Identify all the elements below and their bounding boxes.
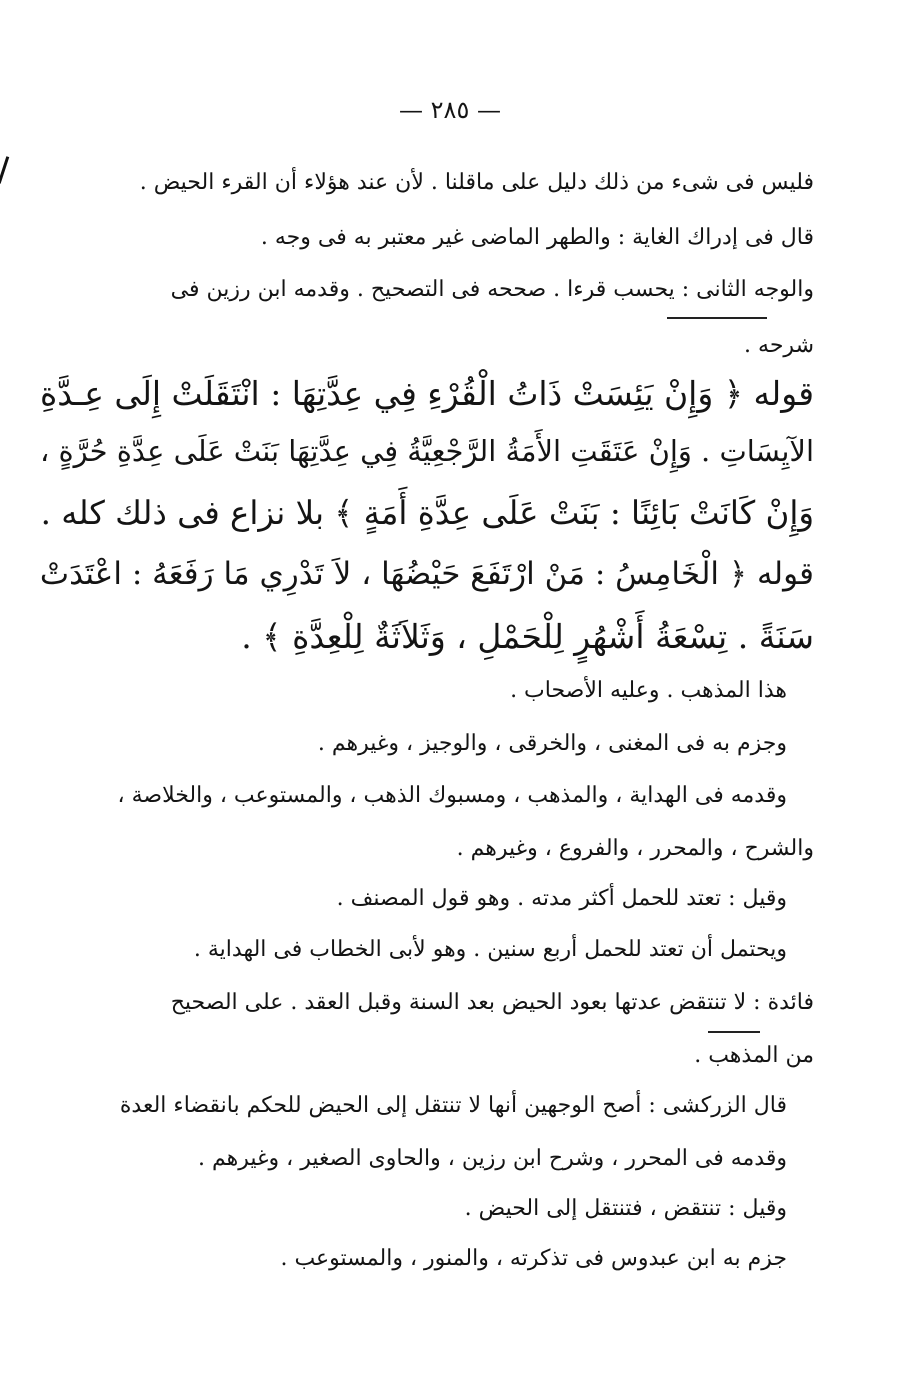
text-line: فائدة : لا تنتقض عدتها بعود الحيض بعد السنة وقبل العقد . على الصحيح: [170, 990, 814, 1015]
quoted-text-line: الآيِسَاتِ . وَإِنْ عَتَقَتِ الأَمَةُ الرَّجْعِيَّةُ فِي عِدَّتِهَا بَنَتْ عَلَى عِدَّةِ حُرَّةٍ ،: [39, 434, 814, 468]
text-line: والوجه الثانى : يحسب قرءا . صححه فى التصحيح . وقدمه ابن رزين فى: [170, 277, 814, 302]
text-line: شرحه .: [744, 333, 814, 358]
heading-underline: [667, 317, 767, 319]
quoted-text-line: سَنَةً . تِسْعَةُ أَشْهُرٍ لِلْحَمْلِ ، وَثَلاَثَةٌ لِلْعِدَّةِ ﴾ .: [241, 617, 814, 656]
text-line: هذا المذهب . وعليه الأصحاب .: [510, 678, 787, 703]
text-line: قال الزركشى : أصح الوجهين أنها لا تنتقل إلى الحيض للحكم بانقضاء العدة: [119, 1093, 787, 1118]
text-line: فليس فى شىء من ذلك دليل على ماقلنا . لأن عند هؤلاء أن القرء الحيض .: [139, 170, 814, 195]
text-line: وجزم به فى المغنى ، والخرقى ، والوجيز ، وغيرهم .: [317, 731, 787, 756]
text-line: وقيل : تنتقض ، فتنتقل إلى الحيض .: [464, 1196, 787, 1221]
text-line: ويحتمل أن تعتد للحمل أربع سنين . وهو لأبى الخطاب فى الهداية .: [193, 937, 787, 962]
quoted-text-line: قوله ﴿ الْخَامِسُ : مَنْ ارْتَفَعَ حَيْضُهَا ، لاَ تَدْرِي مَا رَفَعَهُ : اعْتَدَتْ: [39, 556, 814, 592]
text-line: قال فى إدراك الغاية : والطهر الماضى غير معتبر به فى وجه .: [260, 225, 814, 250]
text-line: وقيل : تعتد للحمل أكثر مدته . وهو قول المصنف .: [336, 886, 787, 911]
text-line: وقدمه فى الهداية ، والمذهب ، ومسبوك الذهب ، والمستوعب ، والخلاصة ،: [117, 783, 787, 808]
text-line: وقدمه فى المحرر ، وشرح ابن رزين ، والحاوى الصغير ، وغيرهم .: [198, 1146, 787, 1171]
text-line: من المذهب .: [694, 1043, 814, 1068]
text-line: والشرح ، والمحرر ، والفروع ، وغيرهم .: [456, 836, 814, 861]
heading-underline: [708, 1031, 760, 1033]
quoted-text-line: وَإِنْ كَانَتْ بَائِنًا : بَنَتْ عَلَى عِدَّةِ أَمَةٍ ﴾ بلا نزاع فى ذلك كله .: [40, 494, 814, 532]
margin-mark: [0, 156, 9, 184]
quoted-text-line: قوله ﴿ وَإِنْ يَئِسَتْ ذَاتُ الْقُرْءِ فِي عِدَّتِهَا : انْتَقَلَتْ إِلَى عِـدَّةِ: [40, 374, 814, 413]
text-line: جزم به ابن عبدوس فى تذكرته ، والمنور ، والمستوعب .: [280, 1246, 787, 1271]
page-number: — ٢٨٥ —: [399, 96, 501, 124]
